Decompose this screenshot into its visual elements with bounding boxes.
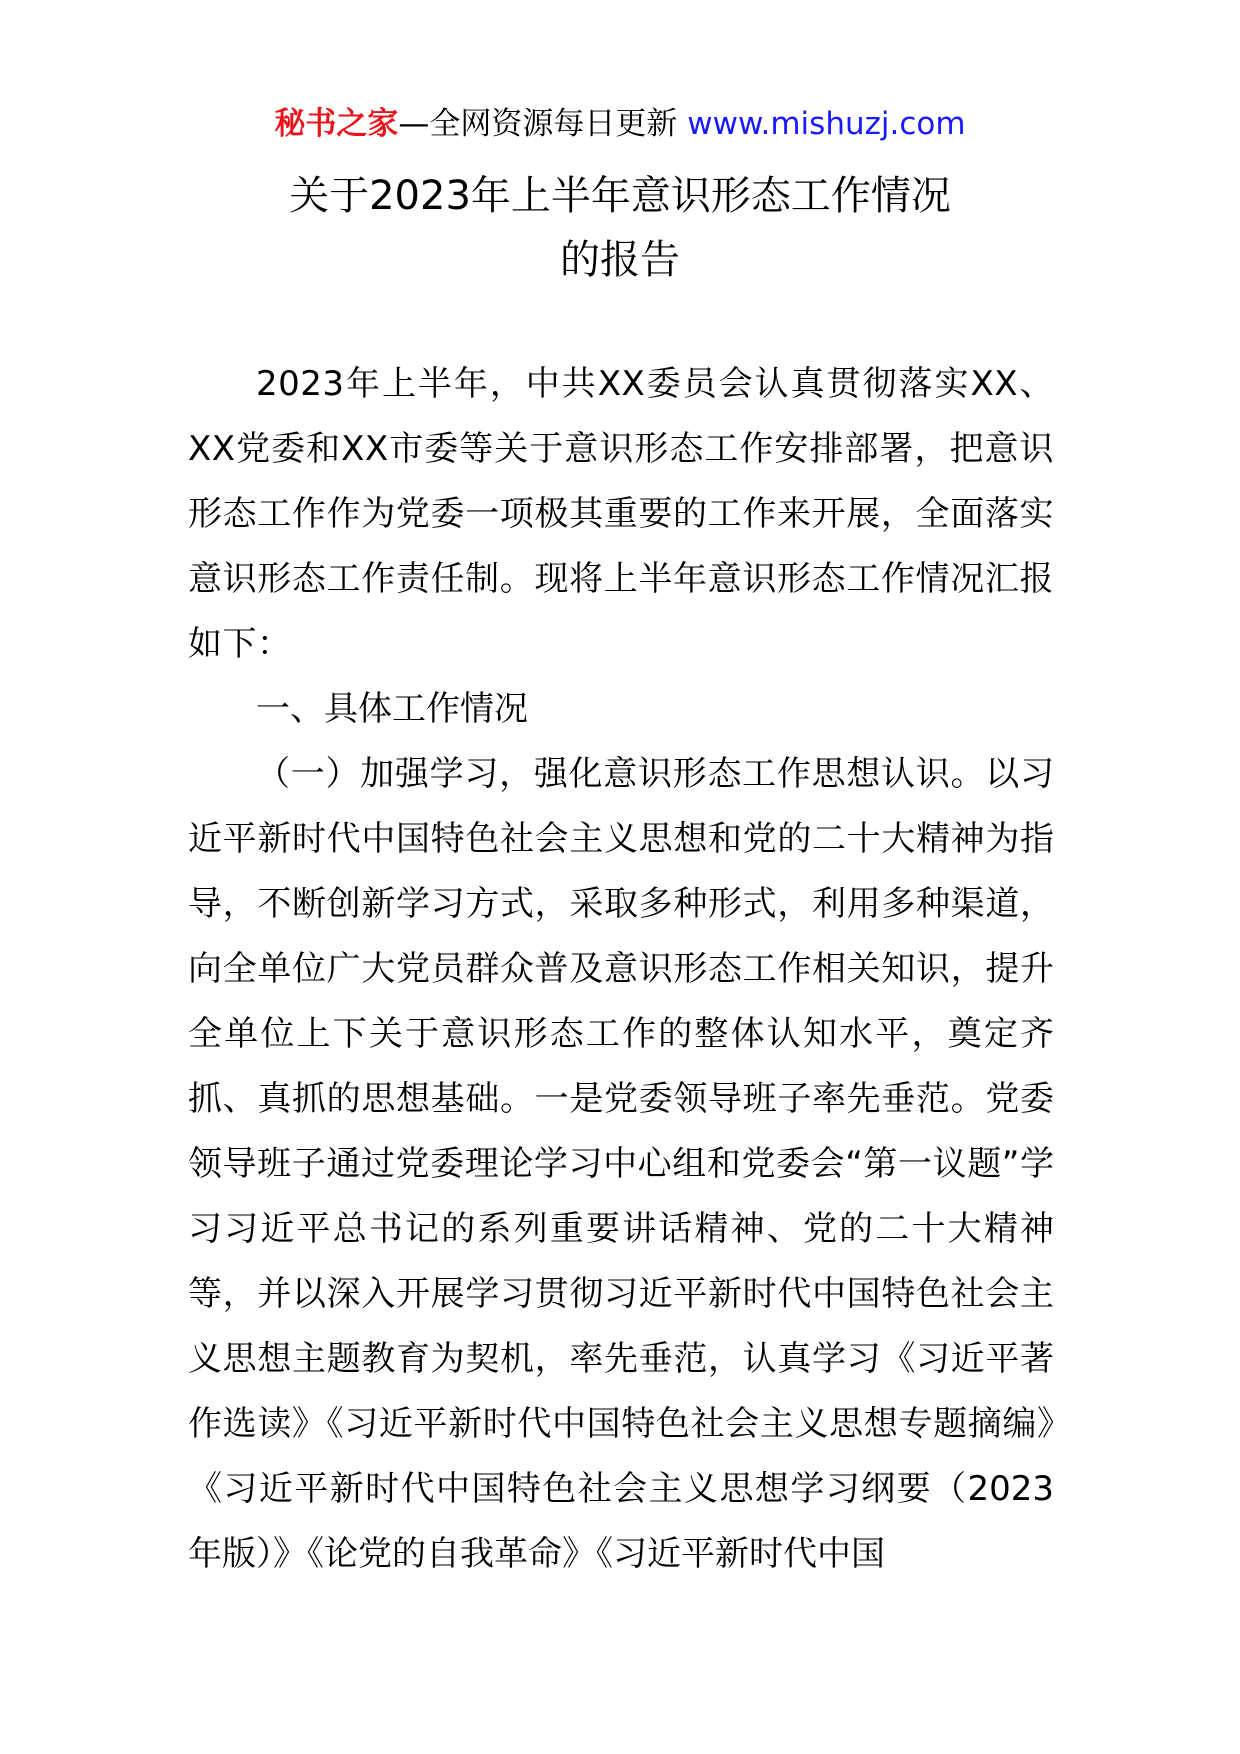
intro-paragraph: 2023年上半年，中共XX委员会认真贯彻落实XX、XX党委和XX市委等关于意识形态工作安排部署，把意识形态工作作为党委一项极其重要的工作来开展，全面落实意识形态工作责任制。现将上半年意识形态工作情况汇报如下： (188, 364, 1054, 664)
document-body (188, 352, 1054, 1587)
header-slogan: —全网资源每日更新 (398, 106, 688, 142)
subsection-paragraph: （一）加强学习，强化意识形态工作思想认识。以习近平新时代中国特色社会主义思想和党的二十大精神为指导，不断创新学习方式，采取多种形式，利用多种渠道，向全单位广大党员群众普及意识形态工作相关知识，提升全单位上下关于意识形态工作的整体认知水平，奠定齐抓、真抓的思想基础。一是党委领导班子率先垂范。党委领导班子通过党委理论学习中心组和党委会“第一议题”学习习近平总书记的系列重要讲话精神、党的二十大精神等，并以深入开展学习贯彻习近平新时代中国特色社会主义思想主题教育为契机，率先垂范，认真学习《习近平著作选读》《习近平新时代中国特色社会主义思想专题摘编》《习近平新时代中国特色社会主义思想学习纲要（2023年版）》《论党的自我革命》《习近平新时代中国 (188, 754, 1054, 1574)
title-line-1: 关于2023年上半年意识形态工作情况 (289, 173, 951, 219)
watermark-header (0, 102, 1240, 146)
document-title (0, 164, 1240, 292)
title-line-2: 的报告 (560, 237, 680, 283)
brand-name: 秘书之家 (274, 106, 399, 142)
section-heading: 一、具体工作情况 (256, 689, 528, 729)
website-link[interactable]: www.mishuzj.com (687, 106, 966, 142)
